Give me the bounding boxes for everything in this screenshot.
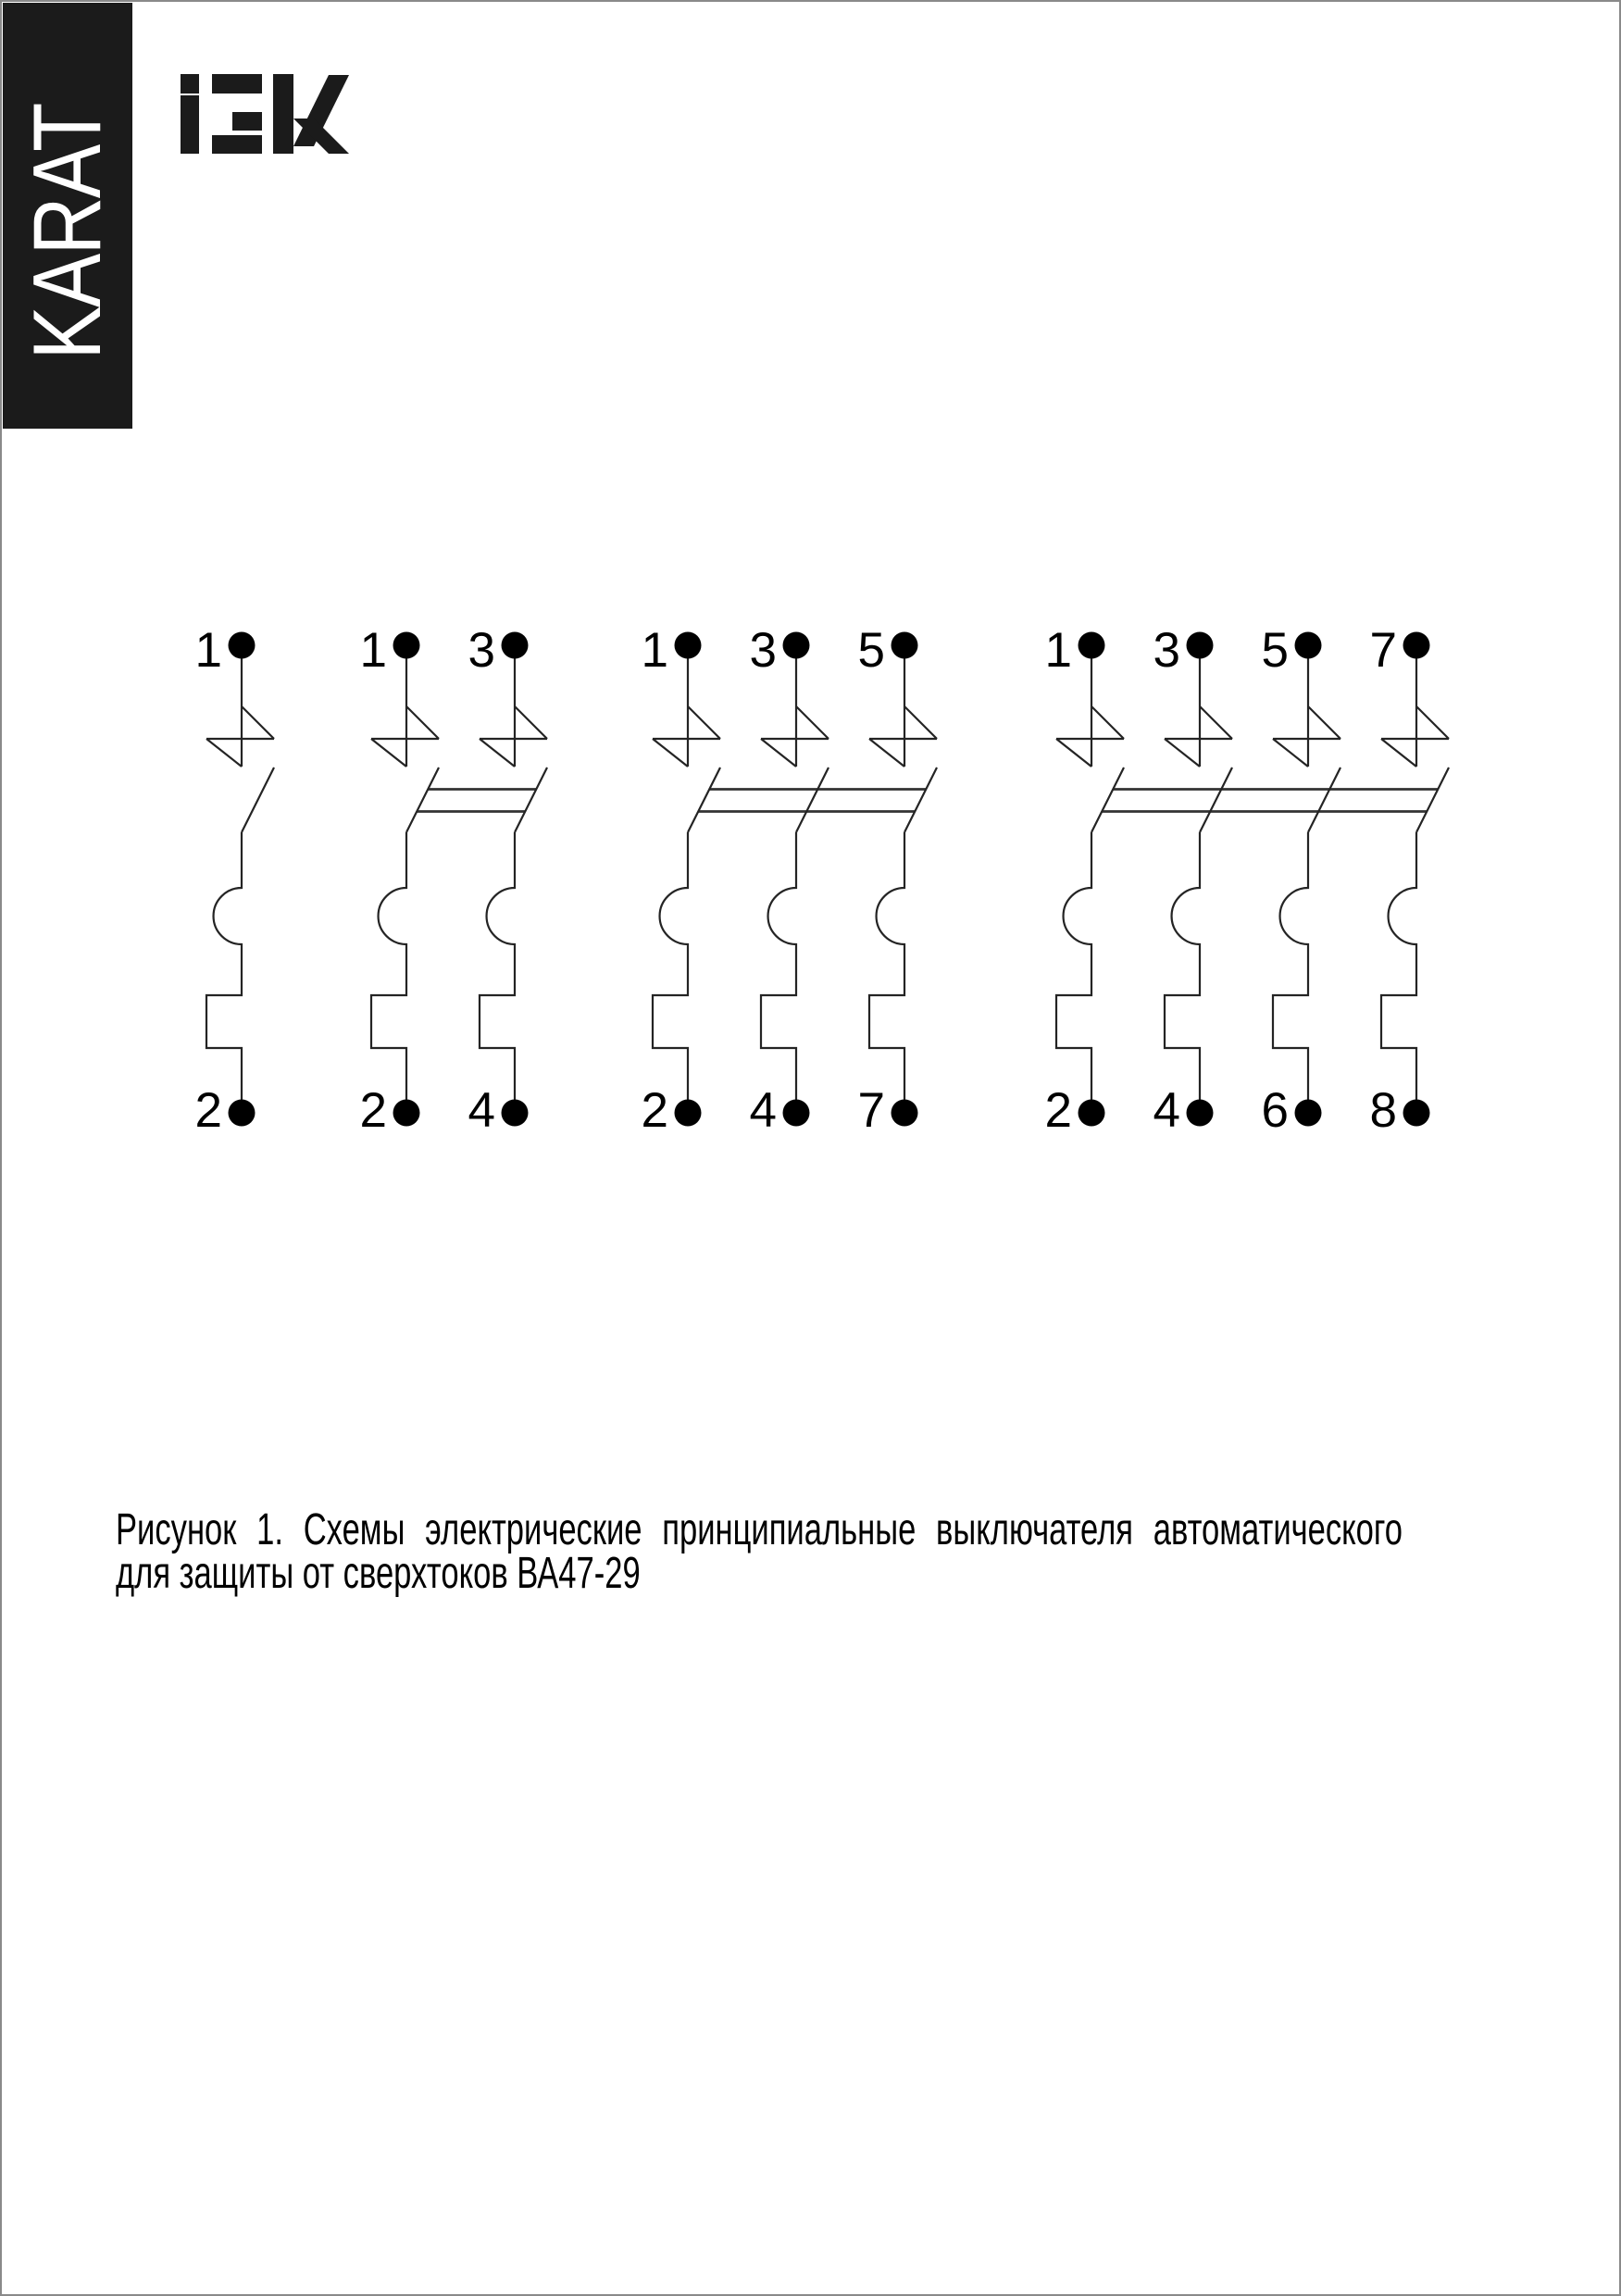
terminal-label-bottom: 2 xyxy=(359,1083,387,1138)
terminal-dot-top xyxy=(229,632,256,659)
terminal-dot-top xyxy=(393,632,420,659)
terminal-label-top: 1 xyxy=(641,623,668,678)
terminal-dot-top xyxy=(502,632,529,659)
terminal-label-top: 7 xyxy=(1369,623,1397,678)
terminal-dot-top xyxy=(1079,632,1105,659)
diagram-3-pole-pole-3 xyxy=(858,623,937,1138)
pole-conductor-path xyxy=(761,658,829,1100)
terminal-label-top: 3 xyxy=(468,623,495,678)
pole-conductor-path xyxy=(653,658,720,1100)
terminal-dot-top xyxy=(783,632,810,659)
terminal-label-bottom: 2 xyxy=(194,1083,222,1138)
figure-caption-text xyxy=(116,1505,1403,1598)
terminal-dot-bottom xyxy=(502,1100,529,1127)
diagram-2-pole-pole-2 xyxy=(468,623,547,1138)
diagram-2-pole xyxy=(360,623,547,1138)
terminal-label-bottom: 7 xyxy=(857,1083,885,1138)
diagram-4-pole-pole-4 xyxy=(1370,623,1449,1138)
caption-line-2: для защиты от сверхтоков ВА47-29 xyxy=(116,1549,641,1598)
terminal-dot-top xyxy=(1187,632,1214,659)
terminal-dot-bottom xyxy=(675,1100,702,1127)
diagram-3-pole-pole-1 xyxy=(642,623,720,1138)
terminal-label-top: 3 xyxy=(1153,623,1180,678)
diagram-1-pole-pole-1 xyxy=(195,623,274,1138)
terminal-dot-top xyxy=(1295,632,1322,659)
terminal-dot-top xyxy=(892,632,918,659)
pole-conductor-path xyxy=(869,658,937,1100)
terminal-dot-bottom xyxy=(1295,1100,1322,1127)
caption-line-1: Рисунок 1. Схемы электрические принципиальные выключателя автоматического xyxy=(116,1505,1403,1554)
terminal-label-bottom: 4 xyxy=(468,1083,495,1138)
terminal-dot-bottom xyxy=(1079,1100,1105,1127)
terminal-dot-top xyxy=(1403,632,1430,659)
terminal-label-bottom: 8 xyxy=(1369,1083,1397,1138)
terminal-dot-bottom xyxy=(783,1100,810,1127)
terminal-dot-bottom xyxy=(229,1100,256,1127)
terminal-label-top: 1 xyxy=(194,623,222,678)
terminal-label-top: 1 xyxy=(1044,623,1072,678)
diagram-2-pole-pole-1 xyxy=(360,623,439,1138)
terminal-dot-top xyxy=(675,632,702,659)
pole-conductor-path xyxy=(1056,658,1124,1100)
diagram-3-pole-pole-2 xyxy=(750,623,829,1138)
diagram-1-pole xyxy=(195,623,274,1138)
diagram-3-pole xyxy=(642,623,937,1138)
terminal-label-top: 3 xyxy=(749,623,777,678)
terminal-label-bottom: 2 xyxy=(1044,1083,1072,1138)
terminal-dot-bottom xyxy=(393,1100,420,1127)
terminal-label-top: 5 xyxy=(857,623,885,678)
terminal-label-top: 5 xyxy=(1261,623,1289,678)
diagram-4-pole xyxy=(1045,623,1449,1138)
terminal-label-bottom: 4 xyxy=(1153,1083,1180,1138)
figure-caption xyxy=(116,1505,1403,1598)
karat-vertical-label: KARAT xyxy=(13,103,121,360)
terminal-dot-bottom xyxy=(892,1100,918,1127)
pole-conductor-path xyxy=(206,658,274,1100)
diagram-4-pole-pole-2 xyxy=(1153,623,1232,1138)
terminal-label-bottom: 4 xyxy=(749,1083,777,1138)
terminal-dot-bottom xyxy=(1187,1100,1214,1127)
pole-conductor-path xyxy=(1273,658,1340,1100)
pole-conductor-path xyxy=(371,658,439,1100)
terminal-dot-bottom xyxy=(1403,1100,1430,1127)
diagram-4-pole-pole-1 xyxy=(1045,623,1124,1138)
diagram-4-pole-pole-3 xyxy=(1262,623,1340,1138)
pole-conductor-path xyxy=(480,658,547,1100)
terminal-label-bottom: 2 xyxy=(641,1083,668,1138)
pole-conductor-path xyxy=(1165,658,1232,1100)
terminal-label-top: 1 xyxy=(359,623,387,678)
terminal-label-bottom: 6 xyxy=(1261,1083,1289,1138)
pole-conductor-path xyxy=(1381,658,1449,1100)
